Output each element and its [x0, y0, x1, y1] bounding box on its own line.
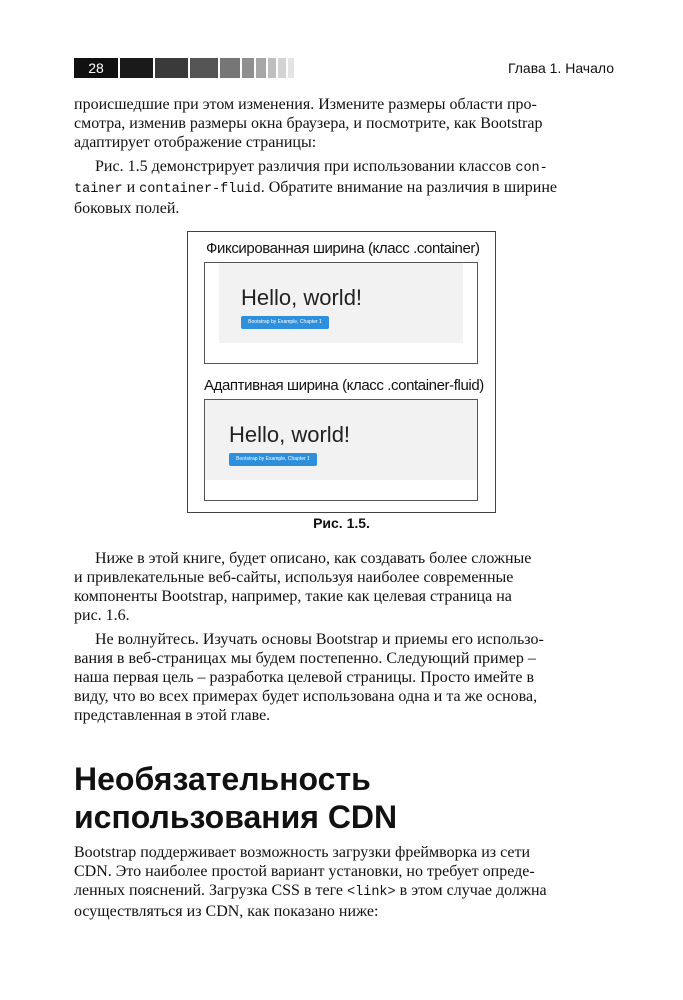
text-line: Не волнуйтесь. Изучать основы Bootstrap и приемы его использо- — [95, 631, 544, 648]
header-bar — [242, 58, 254, 78]
text-run: ленных пояснений. Загрузка CSS в теге — [74, 882, 348, 899]
text-line: вания в веб-страницах мы будем постепенно. Следующий пример – — [74, 650, 536, 667]
example-button: Bootstrap by Example, Chapter 1 — [241, 316, 329, 329]
section-heading — [74, 760, 397, 836]
figure-1-5 — [187, 231, 496, 513]
header-bar — [288, 58, 294, 78]
paragraph-2 — [74, 157, 611, 218]
text-run: . Обратите внимание на различия в ширине — [260, 179, 558, 196]
fluid-container-frame — [204, 399, 478, 501]
text-line: CDN. Это наиболее простой вариант установки, но требует опреде- — [74, 863, 535, 880]
chapter-title: Глава 1. Начало — [507, 60, 614, 76]
text-line: адаптирует отображение страницы: — [74, 134, 317, 151]
code-run: <link> — [347, 885, 396, 900]
text-line — [74, 157, 611, 178]
header-bar — [120, 58, 153, 78]
text-line: рис. 1.6. — [74, 607, 130, 624]
text-line: и привлекательные веб-сайты, используя наиболее современные — [74, 569, 514, 586]
paragraph-3 — [74, 549, 611, 625]
running-header — [74, 58, 614, 78]
figure-caption: Рис. 1.5. — [313, 515, 370, 531]
text-line: Bootstrap поддерживает возможность загрузки фреймворка из сети — [74, 844, 531, 861]
code-run: con- — [515, 161, 548, 176]
text-line: смотра, изменив размеры окна браузера, и посмотрите, как Bootstrap — [74, 115, 543, 132]
text-run: в этом случае должна — [395, 882, 547, 899]
text-line: наша первая цель – разработка целевой страницы. Просто имейте в — [74, 669, 534, 686]
hello-heading: Hello, world! — [229, 422, 351, 447]
text-line — [74, 178, 611, 199]
text-line: Ниже в этой книге, будет описано, как создавать более сложные — [95, 550, 532, 567]
page-number: 28 — [74, 58, 118, 78]
text-line: виду, что во всех примерах будет использована одна и та же основа, — [74, 688, 538, 705]
fixed-container-frame — [204, 262, 478, 364]
text-line: боковых полей. — [74, 200, 180, 217]
example-button: Bootstrap by Example, Chapter 1 — [229, 453, 317, 466]
text-line: происшедшие при этом изменения. Измените размеры области про- — [74, 96, 537, 113]
text-run: и — [122, 179, 140, 196]
code-run: tainer — [74, 182, 123, 197]
header-bar — [155, 58, 188, 78]
paragraph-5 — [74, 843, 611, 921]
text-line: компоненты Bootstrap, например, такие как целевая страница на — [74, 588, 512, 605]
paragraph-1 — [74, 95, 611, 152]
code-run: container-fluid — [139, 182, 261, 197]
jumbotron-panel — [219, 263, 463, 343]
text-line — [74, 881, 611, 902]
text-line: осуществляться из CDN, как показано ниже: — [74, 903, 379, 920]
header-bar — [190, 58, 218, 78]
label-fluid-width: Адаптивная ширина (класс .container-fluid) — [204, 377, 484, 394]
text-line: представленная в этой главе. — [74, 707, 271, 724]
label-fixed-width: Фиксированная ширина (класс .container) — [206, 240, 480, 257]
heading-line: Необязательность — [74, 761, 371, 797]
header-bar — [220, 58, 240, 78]
header-bar — [268, 58, 276, 78]
jumbotron-panel — [205, 400, 477, 480]
header-bar — [278, 58, 286, 78]
heading-line: использования CDN — [74, 799, 398, 835]
paragraph-4 — [74, 630, 611, 725]
text-run: Рис. 1.5 демонстрирует различия при использовании классов — [95, 158, 516, 175]
hello-heading: Hello, world! — [241, 285, 363, 310]
header-bar — [256, 58, 266, 78]
